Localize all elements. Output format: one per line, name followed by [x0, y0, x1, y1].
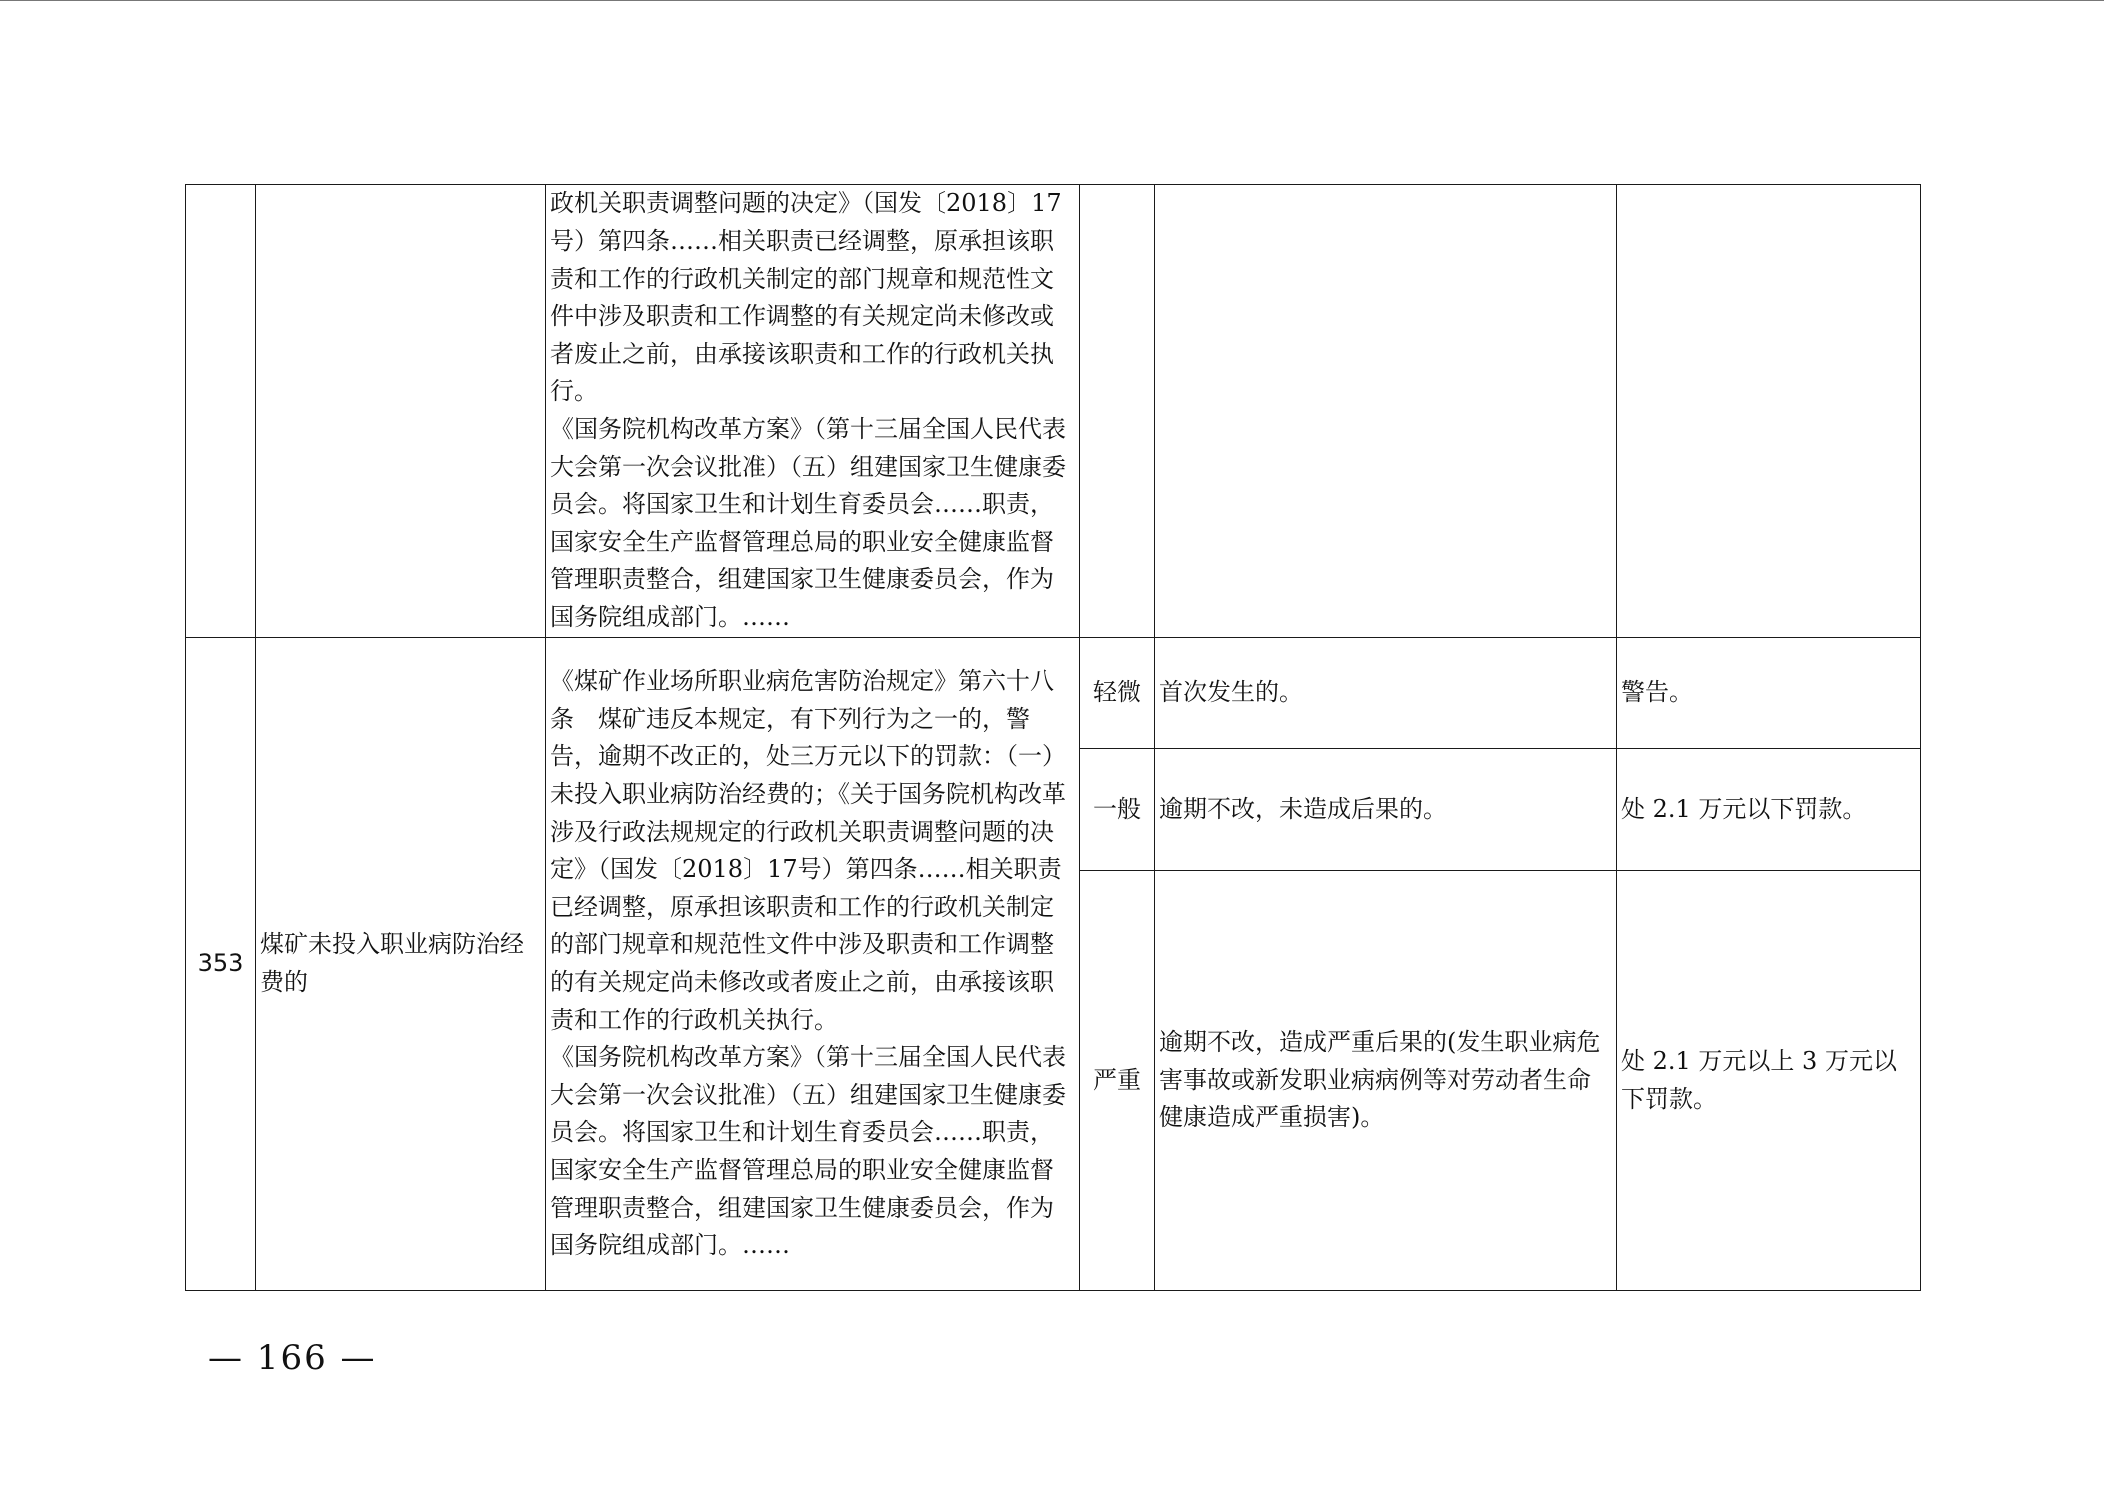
level-serious-cell: 严重: [1080, 871, 1155, 1291]
circumstance-serious-cell: 逾期不改，造成严重后果的(发生职业病危害事故或新发职业病病例等对劳动者生命健康造成严重损害)。: [1155, 871, 1617, 1291]
page-top-rule: [0, 0, 2104, 1]
entry-basis-paragraph-1: 《煤矿作业场所职业病危害防治规定》第六十八条 煤矿违反本规定，有下列行为之一的，警告，逾期不改正的，处三万元以下的罚款：（一）未投入职业病防治经费的；《关于国务院机构改革涉及行政法规规定的行政机关职责调整问题的决定》（国发〔2018〕17号）第四条……相关职责已经调整，原承担该职责和工作的行政机关制定的部门规章和规范性文件中涉及职责和工作调整的有关规定尚未修改或者废止之前，由承接该职责和工作的行政机关执行。: [550, 667, 1066, 1034]
continuation-item-cell: [256, 185, 546, 638]
circumstance-general-cell: 逾期不改，未造成后果的。: [1155, 749, 1617, 871]
continuation-number-cell: [186, 185, 256, 638]
table-row-353-minor: [186, 638, 1921, 749]
penalty-serious-cell: 处 2.1 万元以上 3 万元以下罚款。: [1617, 871, 1921, 1291]
continuation-basis-paragraph-1: 政机关职责调整问题的决定》（国发〔2018〕17号）第四条……相关职责已经调整，原承担该职责和工作的行政机关制定的部门规章和规范性文件中涉及职责和工作调整的有关规定尚未修改或者废止之前，由承接该职责和工作的行政机关执行。: [550, 189, 1062, 406]
continuation-penalty-cell: [1617, 185, 1921, 638]
continuation-circumstance-cell: [1155, 185, 1617, 638]
penalty-discretion-table: [185, 184, 1921, 1291]
level-minor-cell: 轻微: [1080, 638, 1155, 749]
circumstance-minor-cell: 首次发生的。: [1155, 638, 1617, 749]
continuation-level-cell: [1080, 185, 1155, 638]
entry-item-cell: 煤矿未投入职业病防治经费的: [256, 638, 546, 1291]
page-number: — 166 —: [208, 1338, 377, 1378]
continuation-basis-cell: [546, 185, 1080, 638]
entry-basis-paragraph-2: 《国务院机构改革方案》（第十三届全国人民代表大会第一次会议批准）（五）组建国家卫生健康委员会。将国家卫生和计划生育委员会……职责，国家安全生产监督管理总局的职业安全健康监督管理职责整合，组建国家卫生健康委员会，作为国务院组成部门。……: [550, 1043, 1066, 1260]
entry-number-cell: 353: [186, 638, 256, 1291]
entry-basis-cell: [546, 638, 1080, 1291]
penalty-general-cell: 处 2.1 万元以下罚款。: [1617, 749, 1921, 871]
continuation-basis-paragraph-2: 《国务院机构改革方案》（第十三届全国人民代表大会第一次会议批准）（五）组建国家卫生健康委员会。将国家卫生和计划生育委员会……职责，国家安全生产监督管理总局的职业安全健康监督管理职责整合，组建国家卫生健康委员会，作为国务院组成部门。……: [550, 415, 1066, 631]
penalty-minor-cell: 警告。: [1617, 638, 1921, 749]
table-row-continuation: [186, 185, 1921, 638]
level-general-cell: 一般: [1080, 749, 1155, 871]
